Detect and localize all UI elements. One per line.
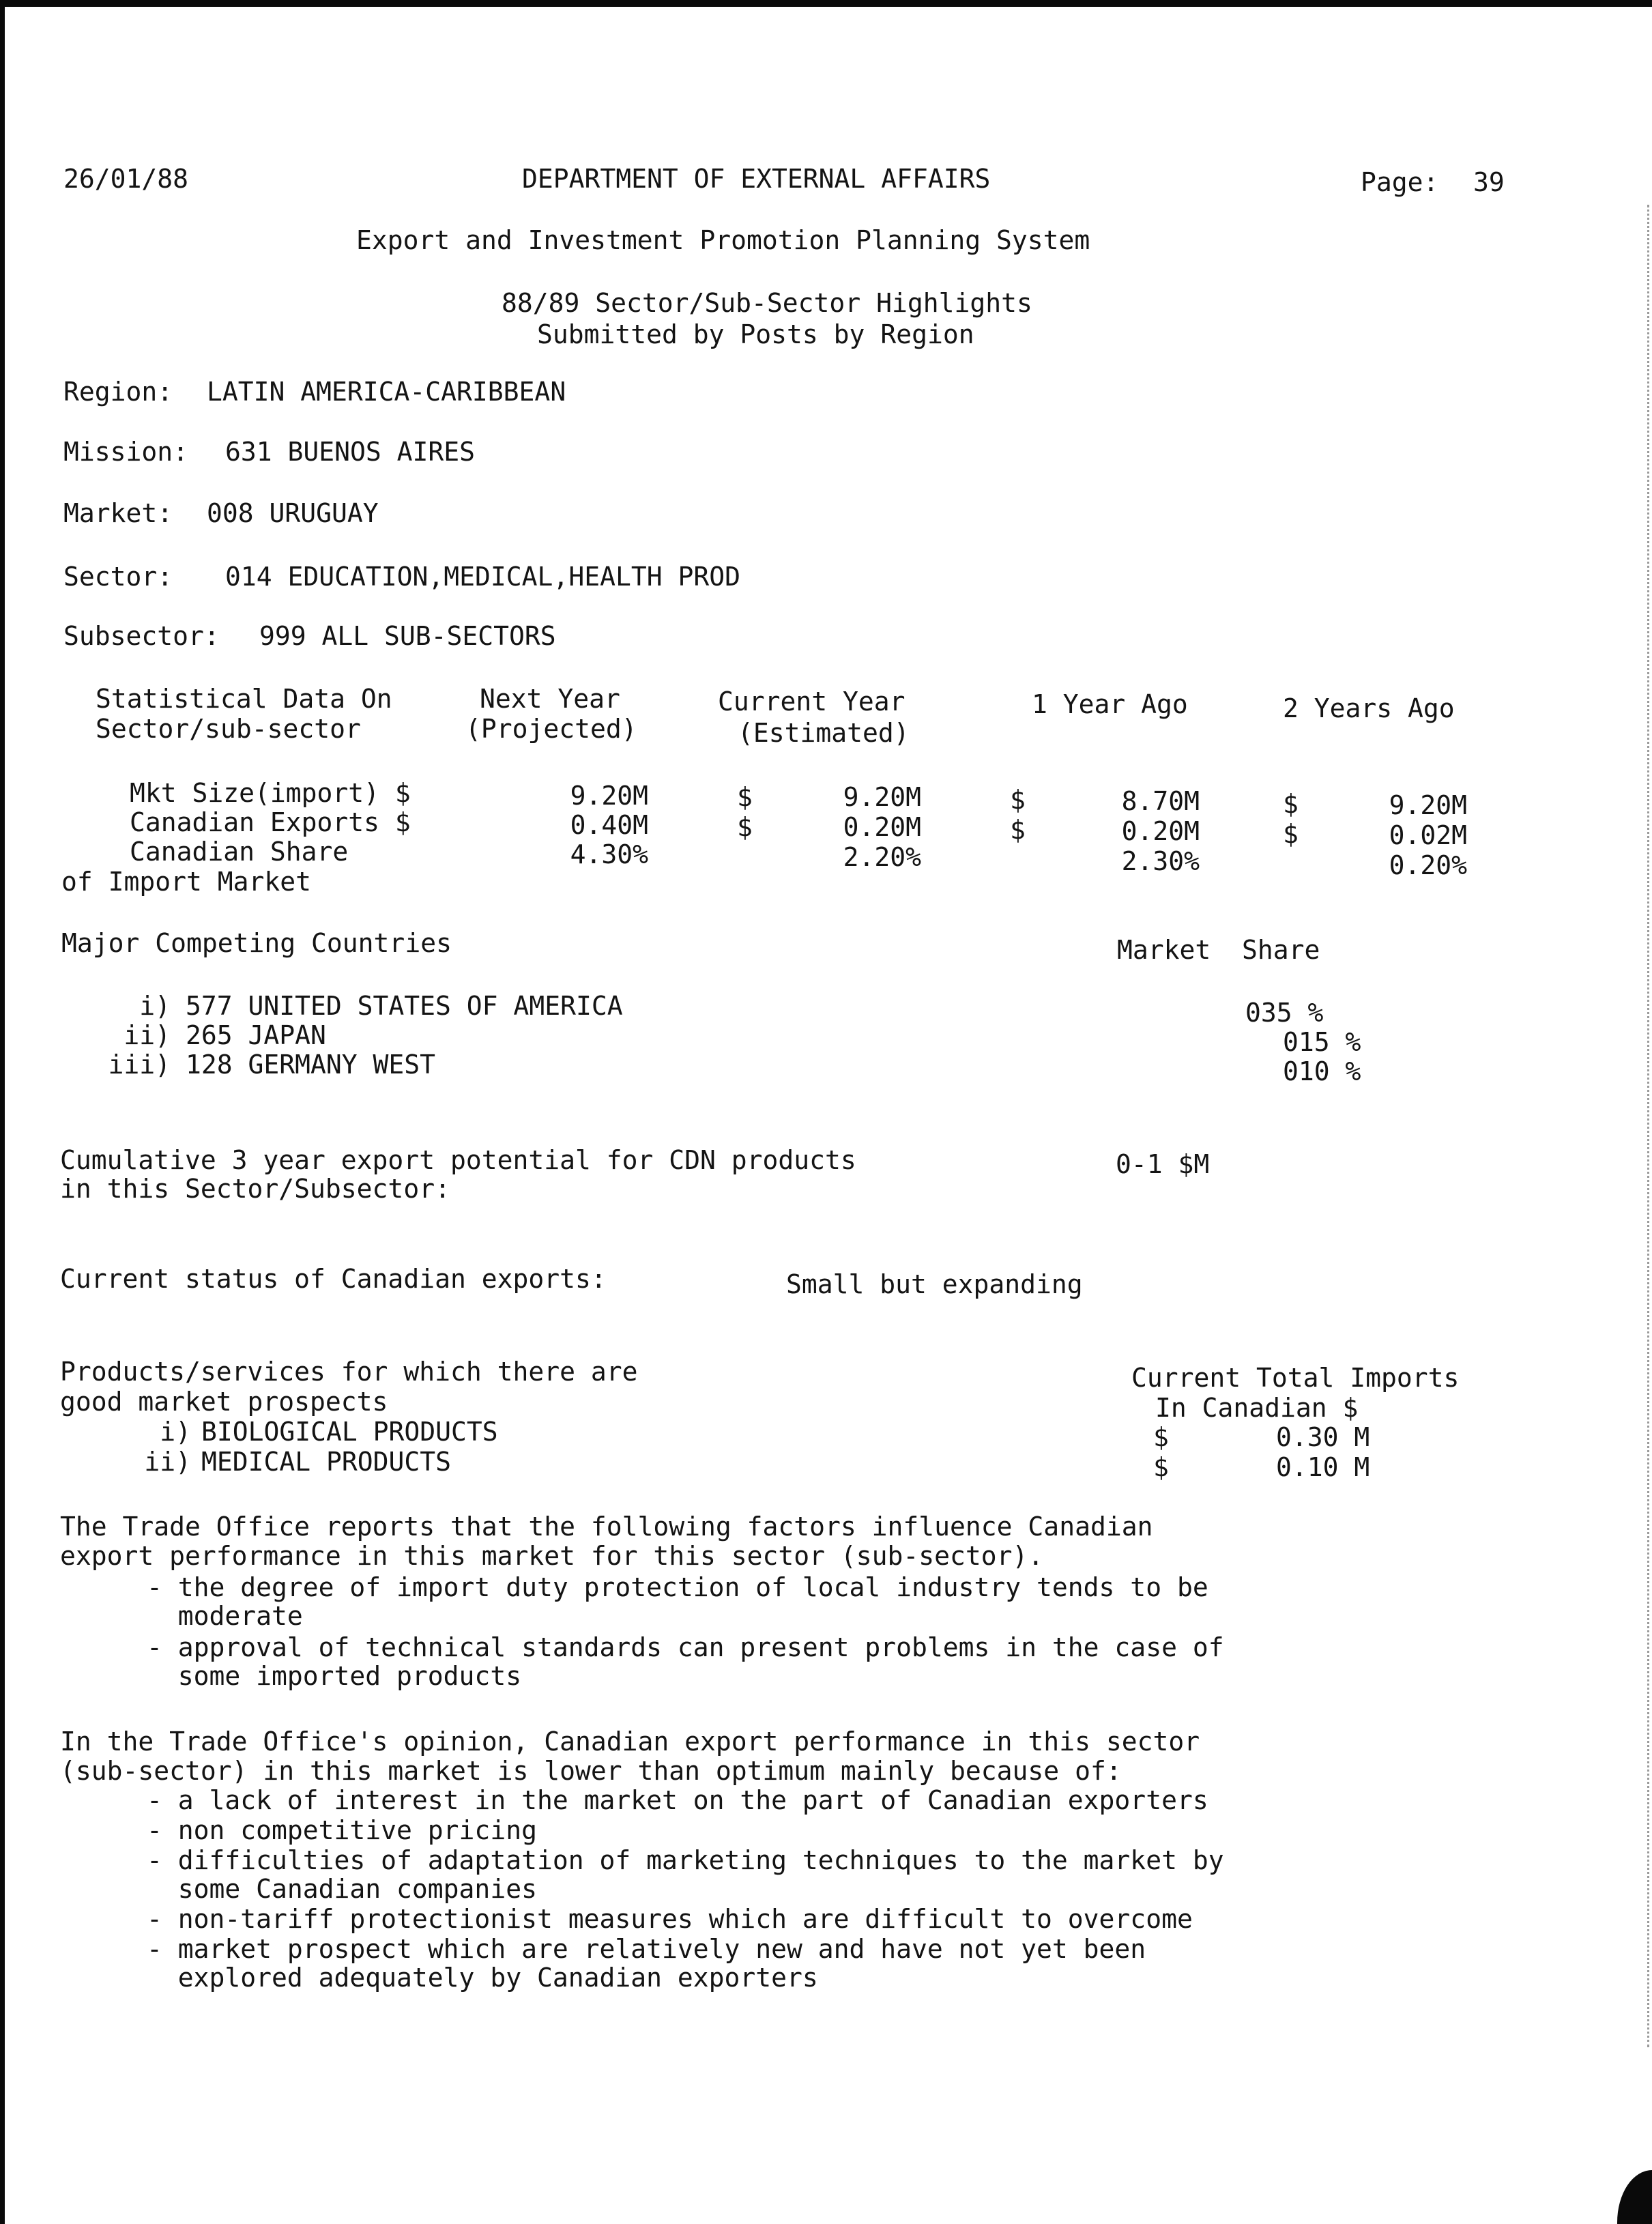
reason-item-cont: some Canadian companies [147, 1874, 537, 1904]
scan-corner [1617, 2170, 1652, 2224]
department-title: DEPARTMENT OF EXTERNAL AFFAIRS [522, 164, 991, 194]
reason-item: - market prospect which are relatively new and have not yet been [147, 1934, 1146, 1964]
competitor-country: 265 JAPAN [186, 1020, 326, 1050]
stats-cell-1-year-ago: 2.30% [1121, 846, 1200, 876]
stats-cell-sign: $ [737, 812, 753, 842]
product-import-value: 0.10 M [1276, 1452, 1370, 1482]
stats-row-label: Mkt Size(import) $ [130, 778, 411, 808]
stats-cell-current: 2.20% [843, 842, 921, 872]
subsector-value: 999 ALL SUB-SECTORS [259, 621, 556, 651]
scan-edge-right [1647, 205, 1651, 2047]
product-import-value: 0.30 M [1276, 1422, 1370, 1452]
stats-header-label: Statistical Data On [96, 684, 392, 714]
factor-item: - the degree of import duty protection of local industry tends to be [147, 1572, 1208, 1602]
mission-label: Mission: [63, 437, 189, 467]
sector-value: 014 EDUCATION,MEDICAL,HEALTH PROD [225, 562, 740, 592]
stats-row-label-cont: of Import Market [61, 867, 312, 897]
stats-cell-2-years-ago: 9.20M [1389, 790, 1467, 820]
scan-edge-top [0, 0, 1652, 7]
list-item-number: ii) [124, 1020, 171, 1050]
stats-cell-sign: $ [737, 782, 753, 812]
page-label: Page: [1361, 167, 1439, 197]
reason-item: - non competitive pricing [147, 1815, 537, 1845]
market-share-header: Market Share [1117, 935, 1320, 965]
status-label: Current status of Canadian exports: [60, 1264, 607, 1294]
stats-cell-next: 0.40M [570, 810, 648, 840]
potential-value: 0-1 $M [1116, 1149, 1210, 1179]
col-next-year-sub: (Projected) [465, 714, 637, 744]
competitor-country: 577 UNITED STATES OF AMERICA [186, 991, 623, 1021]
factor-item: - approval of technical standards can present problems in the case of [147, 1632, 1224, 1662]
col-current-year-sub: (Estimated) [738, 718, 910, 748]
potential-label-2: in this Sector/Subsector: [60, 1174, 450, 1204]
stats-cell-1-year-ago: 0.20M [1121, 816, 1200, 846]
factors-intro: The Trade Office reports that the following factors influence Canadian [60, 1512, 1153, 1542]
product-name: MEDICAL PRODUCTS [201, 1447, 452, 1477]
stats-cell-1-year-ago: 8.70M [1121, 786, 1200, 816]
reason-item: - non-tariff protectionist measures which are difficult to overcome [147, 1904, 1193, 1934]
col-next-year: Next Year [480, 684, 620, 714]
market-label: Market: [63, 498, 173, 528]
col-current-year: Current Year [718, 687, 905, 717]
stats-row-label: Canadian Exports $ [130, 807, 411, 837]
imports-header: Current Total Imports [1131, 1363, 1460, 1393]
opinion-intro-2: (sub-sector) in this market is lower than optimum mainly because of: [60, 1756, 1122, 1786]
subsector-label: Subsector: [63, 621, 220, 651]
region-label: Region: [63, 377, 173, 407]
reason-item-cont: explored adequately by Canadian exporters [147, 1963, 818, 1993]
col-2-years-ago: 2 Years Ago [1283, 693, 1455, 723]
products-label: Products/services for which there are [60, 1357, 638, 1387]
market-value: 008 URUGUAY [207, 498, 379, 528]
reason-item: - difficulties of adaptation of marketing techniques to the market by [147, 1845, 1224, 1875]
opinion-intro: In the Trade Office's opinion, Canadian export performance in this sector [60, 1727, 1200, 1757]
scan-edge-left [0, 0, 5, 2224]
system-title: Export and Investment Promotion Planning System [356, 225, 1090, 255]
list-item-number: iii) [108, 1050, 171, 1080]
competitor-country: 128 GERMANY WEST [186, 1050, 436, 1080]
list-item-number: i) [160, 1417, 191, 1447]
factor-item-cont: some imported products [147, 1661, 522, 1691]
stats-cell-current: 9.20M [843, 782, 921, 812]
stats-header-label-2: Sector/sub-sector [96, 714, 361, 744]
reason-item: - a lack of interest in the market on the part of Canadian exporters [147, 1785, 1208, 1815]
col-1-year-ago: 1 Year Ago [1032, 689, 1188, 719]
competitor-share: 010 % [1283, 1056, 1361, 1086]
stats-cell-next: 9.20M [570, 781, 648, 811]
factors-intro-2: export performance in this market for this sector (sub-sector). [60, 1541, 1044, 1571]
stats-cell-current: 0.20M [843, 812, 921, 842]
status-value: Small but expanding [786, 1269, 1083, 1299]
product-sign: $ [1153, 1452, 1169, 1482]
competitors-title: Major Competing Countries [61, 928, 452, 958]
competitor-share: 015 % [1283, 1027, 1361, 1057]
stats-cell-sign: $ [1010, 785, 1026, 815]
list-item-number: ii) [144, 1447, 191, 1477]
page-number: 39 [1473, 167, 1505, 197]
report-subtitle: 88/89 Sector/Sub-Sector Highlights [502, 288, 1032, 318]
stats-cell-2-years-ago: 0.20% [1389, 850, 1467, 880]
imports-header-2: In Canadian $ [1155, 1393, 1359, 1423]
mission-value: 631 BUENOS AIRES [225, 437, 476, 467]
list-item-number: i) [139, 991, 171, 1021]
stats-cell-sign: $ [1283, 789, 1299, 819]
product-sign: $ [1153, 1422, 1169, 1452]
stats-cell-sign: $ [1283, 819, 1299, 849]
competitor-share: 035 % [1245, 998, 1324, 1028]
stats-cell-next: 4.30% [570, 839, 648, 869]
report-subtitle-2: Submitted by Posts by Region [537, 319, 974, 349]
product-name: BIOLOGICAL PRODUCTS [201, 1417, 498, 1447]
region-value: LATIN AMERICA-CARIBBEAN [207, 377, 566, 407]
stats-cell-2-years-ago: 0.02M [1389, 820, 1467, 850]
stats-cell-sign: $ [1010, 815, 1026, 845]
report-date: 26/01/88 [63, 164, 189, 194]
potential-label: Cumulative 3 year export potential for CDN products [60, 1145, 856, 1175]
products-label-2: good market prospects [60, 1387, 388, 1417]
sector-label: Sector: [63, 562, 173, 592]
stats-row-label: Canadian Share [130, 837, 349, 867]
factor-item-cont: moderate [147, 1601, 303, 1631]
